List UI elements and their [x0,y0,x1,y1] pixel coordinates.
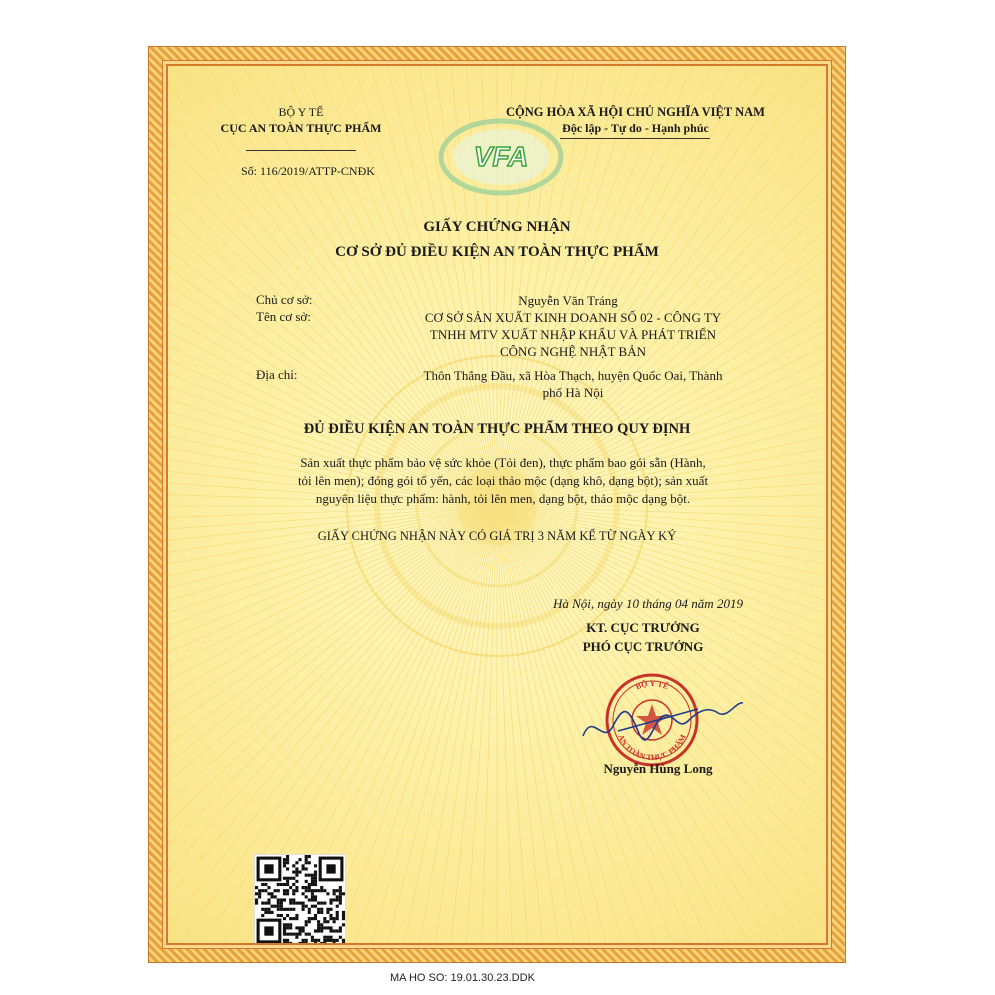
signer-name: Nguyễn Hùng Long [603,761,713,776]
certificate-paper [168,66,826,943]
header-divider-left [246,150,356,151]
facility-name-label: Tên cơ sở: [256,309,311,324]
agency-name: CỤC AN TOÀN THỰC PHẨM [220,121,382,135]
document-number: Số: 116/2019/ATTP-CNĐK [241,164,375,178]
address-line: phố Hà Nội [542,385,604,400]
conditions-title: ĐỦ ĐIỀU KIỆN AN TOÀN THỰC PHẨM THEO QUY ĐỊNH [303,421,691,437]
national-motto: Độc lập - Tự do - Hạnh phúc [562,121,709,135]
scope-line: nguyên liệu thực phẩm: hành, tỏi lên men, dạng bột, thảo mộc dạng bột. [315,491,691,506]
scope-line: tỏi lên men); đóng gói tổ yến, các loại thảo mộc (dạng khô, dạng bột); sản xuất [297,473,709,488]
vfa-logo [436,116,566,198]
handwritten-signature [578,691,748,751]
file-code: MA HO SO: 19.01.30.23.DDK [390,972,535,984]
signer-position: PHÓ CỤC TRƯỞNG [582,639,704,654]
ministry-name: BỘ Y TẾ [278,105,324,119]
address-label: Địa chỉ: [256,367,298,382]
address-line: Thôn Thắng Đầu, xã Hòa Thạch, huyện Quốc Oai, Thành [423,368,723,383]
owner-label: Chủ cơ sở: [256,292,313,307]
validity-statement: GIẤY CHỨNG NHẬN NÀY CÓ GIÁ TRỊ 3 NĂM KỂ TỪ NGÀY KÝ [317,529,677,543]
address-value [348,367,798,401]
facility-name-line: TNHH MTV XUẤT NHẬP KHẨU VÀ PHÁT TRIỂN [429,327,717,342]
certificate-border [148,46,846,963]
certificate-title: GIẤY CHỨNG NHẬN [423,219,571,235]
owner-value: Nguyễn Văn Tráng [518,293,618,308]
header-divider-right [560,138,710,139]
qr-code [254,854,346,943]
seal-bottom-text: AN TOÀN THỰC PHẨM [616,733,688,763]
scope-line: Sản xuất thực phẩm bảo vệ sức khỏe (Tỏi đen), thực phẩm bao gói sẵn (Hành, [300,455,706,470]
country-name: CỘNG HÒA XÃ HỘI CHỦ NGHĨA VIỆT NAM [506,105,765,119]
vfa-logo-text: VFA [473,141,529,172]
business-scope [238,454,768,508]
issue-date: Hà Nội, ngày 10 tháng 04 năm 2019 [553,596,743,611]
facility-name-value [348,309,798,360]
signer-title: KT. CỤC TRƯỞNG [586,620,700,635]
svg-text:BỘ Y TẾ [634,679,670,691]
facility-name-line: CÔNG NGHỆ NHẬT BẢN [499,344,646,359]
facility-name-line: CƠ SỞ SẢN XUẤT KINH DOANH SỐ 02 - CÔNG TY [424,310,722,325]
certificate-subtitle: CƠ SỞ ĐỦ ĐIỀU KIỆN AN TOÀN THỰC PHẨM [335,244,659,260]
issuing-authority [216,104,386,136]
seal-top-text: BỘ Y TẾ [634,678,670,692]
